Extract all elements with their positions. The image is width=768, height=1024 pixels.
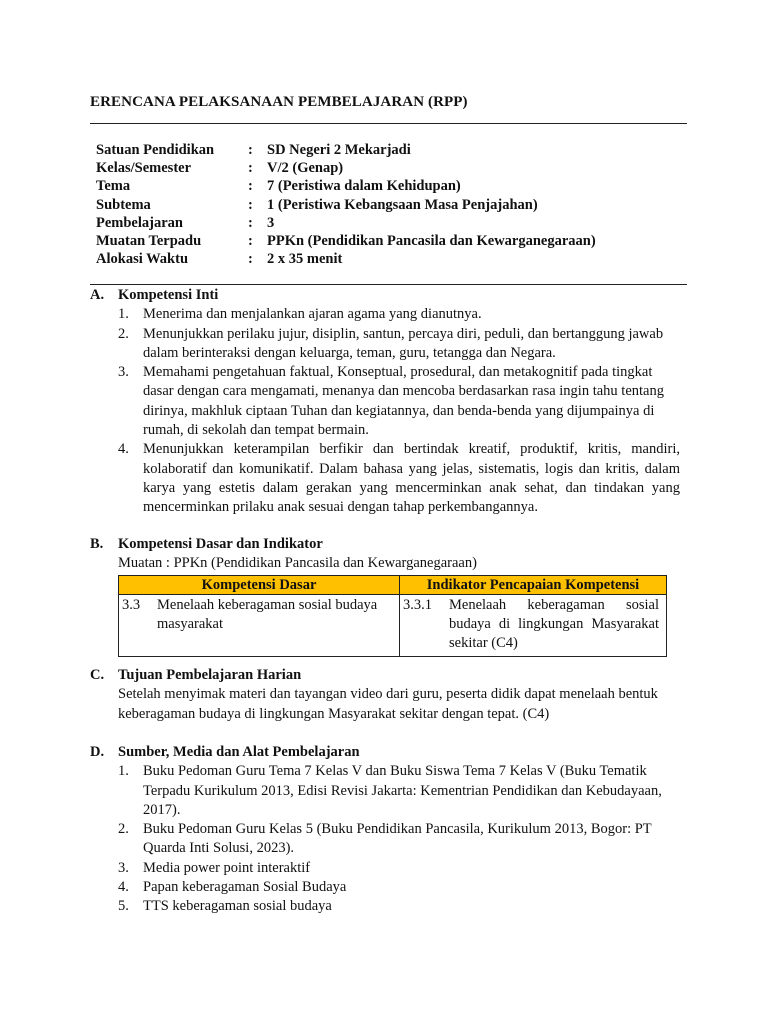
info-label: Satuan Pendidikan bbox=[96, 142, 215, 158]
info-row-kelas bbox=[96, 159, 596, 177]
section-letter: B. bbox=[90, 536, 104, 552]
info-value: 7 (Peristiwa dalam Kehidupan) bbox=[267, 178, 461, 195]
document-title: ERENCANA PELAKSANAAN PEMBELAJARAN (RPP) bbox=[90, 94, 468, 110]
list-item bbox=[90, 363, 680, 440]
info-colon: : bbox=[248, 178, 253, 195]
table-header: Kompetensi Dasar bbox=[119, 575, 400, 594]
list-number: 5. bbox=[118, 898, 129, 915]
ipk-code: 3.3.1 bbox=[403, 596, 432, 613]
info-label: Pembelajaran bbox=[96, 214, 183, 231]
info-value: 2 x 35 menit bbox=[267, 251, 343, 268]
section-title: Sumber, Media dan Alat Pembelajaran bbox=[118, 744, 360, 760]
table-cell-kd bbox=[119, 594, 400, 656]
table-cell-ipk bbox=[400, 594, 667, 656]
title-divider bbox=[90, 123, 687, 124]
info-colon: : bbox=[248, 160, 253, 177]
list-text: Menunjukkan keterampilan berfikir dan bertindak kreatif, produktif, kritis, mandiri, kolaboratif dan komunikatif. Dalam bahasa yang jelas, sistematis, logis dan kritis, dalam karya yang estetis dalam gerakan yang mencerminkan anak sehat, dan tindakan yang mencerminkan prilaku anak sesuai dengan tahap perkembangannya. bbox=[143, 441, 680, 516]
section-letter: D. bbox=[90, 744, 105, 760]
info-row-muatan bbox=[96, 232, 596, 250]
section-title: Tujuan Pembelajaran Harian bbox=[118, 667, 302, 683]
section-kompetensi-dasar bbox=[90, 535, 680, 657]
list-item bbox=[90, 897, 680, 916]
list-item bbox=[90, 305, 680, 324]
list-number: 4. bbox=[118, 879, 129, 896]
table-row bbox=[119, 594, 667, 656]
list-text: Memahami pengetahuan faktual, Konseptual, prosedural, dan metakognitif pada tingkat dasar dengan cara mengamati, menanya dan mencoba berdasarkan rasa ingin tahu tentang dirinya, makhluk ciptaan Tuhan dan kegiatannya, dan benda-benda yang dijumpainya di rumah, di sekolah dan tempat bermain. bbox=[143, 364, 664, 439]
ipk-text: Menelaah keberagaman sosial budaya di lingkungan Masyarakat sekitar (C4) bbox=[449, 596, 659, 651]
list-item bbox=[90, 859, 680, 878]
section-kompetensi-inti bbox=[90, 286, 680, 518]
info-value: SD Negeri 2 Mekarjadi bbox=[267, 142, 411, 158]
info-colon: : bbox=[248, 214, 253, 231]
section-title: Kompetensi Inti bbox=[118, 287, 219, 303]
list-item bbox=[90, 820, 680, 859]
info-colon: : bbox=[248, 232, 253, 249]
list-number: 3. bbox=[118, 859, 129, 876]
info-row-subtema bbox=[96, 196, 596, 214]
info-row-tema bbox=[96, 177, 596, 195]
info-row-satuan bbox=[96, 141, 596, 159]
section-heading bbox=[90, 535, 680, 554]
info-colon: : bbox=[248, 196, 253, 213]
info-colon: : bbox=[248, 251, 253, 268]
muatan-line: Muatan : PPKn (Pendidikan Pancasila dan Kewarganegaraan) bbox=[118, 555, 477, 572]
list-text: TTS keberagaman sosial budaya bbox=[143, 898, 332, 915]
kd-code: 3.3 bbox=[122, 596, 141, 613]
info-colon: : bbox=[248, 142, 253, 158]
list-text: Papan keberagaman Sosial Budaya bbox=[143, 879, 347, 896]
list-number: 4. bbox=[118, 441, 129, 458]
section-letter: C. bbox=[90, 667, 105, 683]
info-value: V/2 (Genap) bbox=[267, 160, 344, 177]
sumber-list bbox=[90, 762, 680, 916]
table-header: Indikator Pencapaian Kompetensi bbox=[400, 575, 667, 594]
section-sumber-media bbox=[90, 743, 680, 917]
list-item bbox=[90, 325, 680, 364]
section-heading bbox=[90, 743, 680, 762]
list-text: Menunjukkan perilaku jujur, disiplin, santun, percaya diri, peduli, dan bertanggung jawab dalam berinteraksi dengan keluarga, teman, guru, tetangga dan Negara. bbox=[143, 325, 664, 361]
list-text: Menerima dan menjalankan ajaran agama yang dianutnya. bbox=[143, 306, 482, 323]
info-value: 1 (Peristiwa Kebangsaan Masa Penjajahan) bbox=[267, 196, 538, 213]
list-text: Media power point interaktif bbox=[143, 859, 311, 876]
info-row-pembelajaran bbox=[96, 214, 596, 232]
section-heading bbox=[90, 286, 680, 305]
info-value: PPKn (Pendidikan Pancasila dan Kewarganegaraan) bbox=[267, 232, 596, 249]
section-heading bbox=[90, 666, 680, 685]
info-label: Tema bbox=[96, 178, 131, 195]
list-number: 1. bbox=[118, 306, 129, 323]
info-row-alokasi bbox=[96, 250, 596, 268]
section-title: Kompetensi Dasar dan Indikator bbox=[118, 536, 323, 552]
list-item bbox=[90, 878, 680, 897]
info-value: 3 bbox=[267, 214, 275, 231]
list-item bbox=[90, 762, 680, 820]
list-number: 2. bbox=[118, 325, 129, 342]
info-label: Subtema bbox=[96, 196, 151, 213]
table-header-row bbox=[119, 575, 667, 594]
info-label: Kelas/Semester bbox=[96, 160, 192, 177]
kompetensi-inti-list bbox=[90, 305, 680, 517]
kd-text: Menelaah keberagaman sosial budaya masyarakat bbox=[157, 596, 378, 632]
section-tujuan bbox=[90, 666, 680, 724]
list-number: 2. bbox=[118, 821, 129, 838]
list-number: 3. bbox=[118, 364, 129, 381]
tujuan-text: Setelah menyimak materi dan tayangan video dari guru, peserta didik dapat menelaah bentuk keberagaman budaya di lingkungan Masyarakat sekitar dengan tepat. (C4) bbox=[118, 686, 658, 722]
info-label: Muatan Terpadu bbox=[96, 232, 202, 249]
section-letter: A. bbox=[90, 287, 105, 303]
list-text: Buku Pedoman Guru Kelas 5 (Buku Pendidikan Pancasila, Kurikulum 2013, Bogor: PT Quarda Inti Solusi, 2023). bbox=[143, 821, 652, 857]
list-number: 1. bbox=[118, 763, 129, 780]
kompetensi-table bbox=[118, 575, 667, 657]
info-block bbox=[96, 141, 596, 268]
info-label: Alokasi Waktu bbox=[96, 251, 189, 268]
info-divider bbox=[90, 284, 687, 285]
list-item bbox=[90, 440, 680, 517]
list-text: Buku Pedoman Guru Tema 7 Kelas V dan Buku Siswa Tema 7 Kelas V (Buku Tematik Terpadu Kurikulum 2013, Edisi Revisi Jakarta: Kementrian Pendidikan dan Kebudayaan, 2017). bbox=[143, 763, 662, 818]
